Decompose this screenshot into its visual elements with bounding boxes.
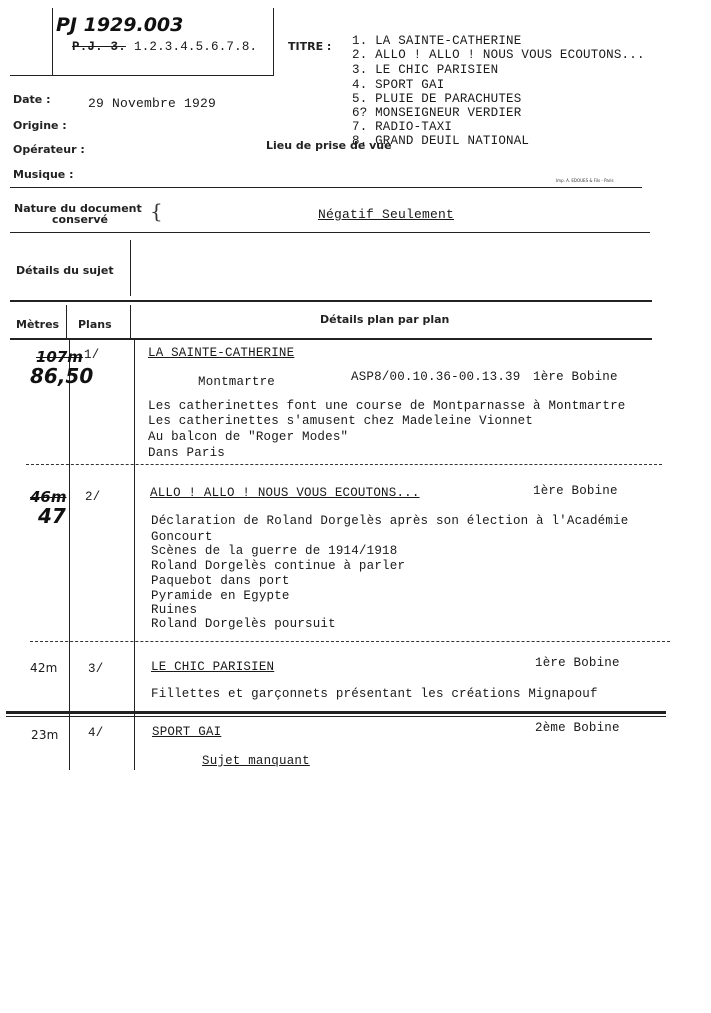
row3-line1: Fillettes et garçonnets présentant les créations Mignapouf <box>151 687 598 701</box>
date-label: Date : <box>13 93 51 106</box>
nature-label-line2: conservé <box>52 213 108 226</box>
row2-line3: Scènes de la guerre de 1914/1918 <box>151 544 398 558</box>
musique-label: Musique : <box>13 168 74 181</box>
row1-metres-corrected: 86,50 <box>30 364 94 388</box>
row3-bobine: 1ère Bobine <box>535 656 620 670</box>
nature-value: Négatif Seulement <box>318 207 455 222</box>
row1-ref: ASP8/00.10.36-00.13.39 <box>351 370 521 384</box>
row1-bobine: 1ère Bobine <box>533 370 618 384</box>
titre-label: TITRE : <box>288 40 332 53</box>
brace-icon: { <box>150 199 163 223</box>
row2-title: ALLO ! ALLO ! NOUS VOUS ECOUTONS... <box>150 486 420 500</box>
row2-metres-struck: 46m <box>30 488 67 506</box>
row1-line4: Dans Paris <box>148 446 226 460</box>
row4-metres: 23m <box>31 728 59 742</box>
operateur-label: Opérateur : <box>13 143 85 156</box>
row1-line2: Les catherinettes s'amusent chez Madeleine Vionnet <box>148 414 534 428</box>
lieu-de-prise-label: Lieu de prise de vue <box>266 139 392 152</box>
row3-metres: 42m <box>30 661 58 675</box>
col-plans-header: Plans <box>78 318 112 331</box>
title-item-6: 6? MONSEIGNEUR VERDIER <box>352 106 522 120</box>
row4-plan: 4/ <box>88 726 104 740</box>
row4-line1: Sujet manquant <box>202 754 310 768</box>
row2-line4: Roland Dorgelès continue à parler <box>151 559 406 573</box>
pj-numbers: 1.2.3.4.5.6.7.8. <box>134 40 258 54</box>
row3-title: LE CHIC PARISIEN <box>151 660 275 674</box>
nature-label-line1: Nature du document <box>14 202 142 215</box>
row1-metres-struck: 107m <box>36 348 83 366</box>
title-item-3: 3. LE CHIC PARISIEN <box>352 63 499 77</box>
col-details-header: Détails plan par plan <box>320 313 450 326</box>
details-sujet-label: Détails du sujet <box>16 264 114 277</box>
title-item-7: 7. RADIO-TAXI <box>352 120 453 134</box>
archive-reference: PJ 1929.003 <box>56 14 184 36</box>
row2-line8: Roland Dorgelès poursuit <box>151 617 336 631</box>
title-item-2: 2. ALLO ! ALLO ! NOUS VOUS ECOUTONS... <box>352 48 645 62</box>
row1-plan: 1/ <box>84 348 100 362</box>
row2-plan: 2/ <box>85 490 101 504</box>
row1-location: Montmartre <box>198 375 276 389</box>
row1-title: LA SAINTE-CATHERINE <box>148 346 295 360</box>
title-item-5: 5. PLUIE DE PARACHUTES <box>352 92 522 106</box>
origine-label: Origine : <box>13 119 67 132</box>
row2-bobine: 1ère Bobine <box>533 484 618 498</box>
pj-prefix: P.J. 3. <box>72 40 126 54</box>
title-item-8: 8. GRAND DEUIL NATIONAL <box>352 134 530 148</box>
row2-line2: Goncourt <box>151 530 213 544</box>
row3-plan: 3/ <box>88 662 104 676</box>
title-item-1: 1. LA SAINTE-CATHERINE <box>352 34 522 48</box>
printer-imprint: Imp. A. EDOUES & Fils - Paris <box>556 178 614 183</box>
date-value: 29 Novembre 1929 <box>88 96 217 111</box>
row2-metres-corrected: 47 <box>38 504 66 528</box>
row2-line6: Pyramide en Egypte <box>151 589 290 603</box>
row2-line5: Paquebot dans port <box>151 574 290 588</box>
row1-line3: Au balcon de "Roger Modes" <box>148 430 349 444</box>
row2-line1: Déclaration de Roland Dorgelès après son élection à l'Académie <box>151 514 629 528</box>
row4-title: SPORT GAI <box>152 725 222 739</box>
title-item-4: 4. SPORT GAI <box>352 78 445 92</box>
col-metres-header: Mètres <box>16 318 60 331</box>
row4-bobine: 2ème Bobine <box>535 721 620 735</box>
row1-line1: Les catherinettes font une course de Montparnasse à Montmartre <box>148 399 626 413</box>
row2-line7: Ruines <box>151 603 198 617</box>
